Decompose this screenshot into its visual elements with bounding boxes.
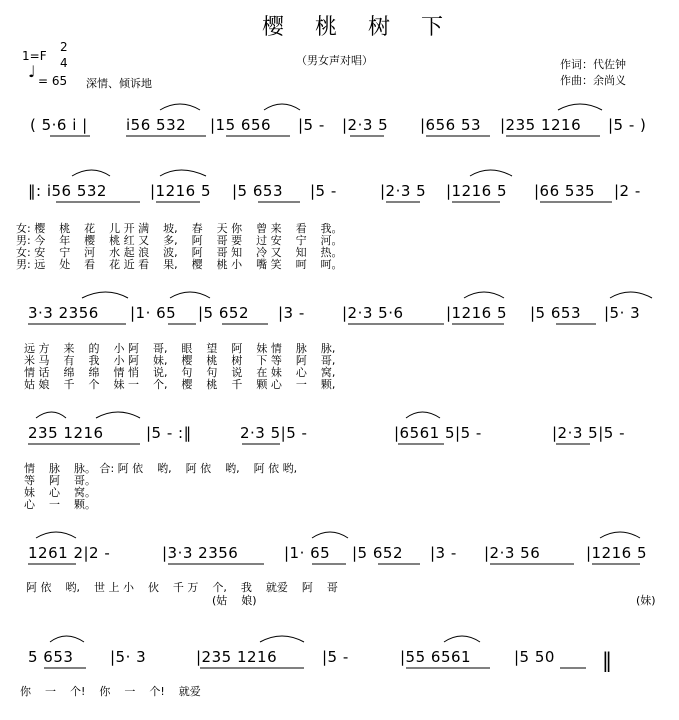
composer-credit: 作曲：余尚义 bbox=[560, 74, 626, 87]
measure: |2·3 5 bbox=[342, 116, 389, 134]
measure: |6561 5|5 - bbox=[394, 424, 482, 442]
lyric-line: 妹 心 窝。 bbox=[24, 486, 96, 499]
lyric-line: 情 话 绵 绵 情 悄 说, 句 句 说 在 妹 心 窝, bbox=[24, 366, 336, 379]
slur-mark bbox=[444, 636, 480, 642]
slur-mark bbox=[558, 104, 602, 110]
measure: |2 - bbox=[614, 182, 641, 200]
slur-mark bbox=[170, 292, 210, 298]
measure: ‖: i56 532 bbox=[28, 182, 107, 200]
measure: |235 1216 bbox=[500, 116, 582, 134]
measure: |1216 5 bbox=[446, 304, 508, 322]
slur-mark bbox=[96, 412, 140, 418]
lyric-line: 姑 娘 千 个 妹 一 个, 樱 桃 千 颗 心 一 颗, bbox=[24, 378, 336, 391]
measure: |5· 3 bbox=[604, 304, 641, 322]
measure: |1216 5 bbox=[150, 182, 212, 200]
measure: |5 - :‖ bbox=[146, 424, 192, 442]
measure: i56 532 bbox=[126, 116, 187, 134]
measure: |1· 65 bbox=[130, 304, 177, 322]
measure: |2·3 5 bbox=[380, 182, 427, 200]
measure: 3·3 2356 bbox=[28, 304, 99, 322]
lyric-line: 等 阿 哥。 bbox=[24, 474, 96, 487]
measure: |5 652 bbox=[198, 304, 249, 322]
lyric-line: 男: 今 年 樱 桃 红 又 多, 阿 哥 要 过 安 宁 河。 bbox=[16, 234, 343, 247]
measure: |5 653 bbox=[232, 182, 283, 200]
measure: |656 53 bbox=[420, 116, 482, 134]
tempo-mark: = 65 bbox=[38, 74, 68, 88]
slur-mark bbox=[160, 170, 206, 176]
measure: |66 535 bbox=[534, 182, 596, 200]
lyric-line: 米 马 有 我 小 阿 妹, 樱 桃 树 下 等 阿 哥, bbox=[24, 354, 336, 367]
measure: |2·3 5|5 - bbox=[552, 424, 625, 442]
key-signature: 1=F bbox=[22, 49, 47, 63]
measure: |55 6561 bbox=[400, 648, 472, 666]
measure: |15 656 bbox=[210, 116, 272, 134]
song-title: 樱 桃 树 下 bbox=[262, 15, 455, 40]
slur-mark bbox=[312, 532, 348, 538]
measure: |5 - ) bbox=[608, 116, 647, 134]
slur-mark bbox=[264, 104, 300, 110]
measure: |5· 3 bbox=[110, 648, 147, 666]
measure: 5 653 bbox=[28, 648, 74, 666]
slur-mark bbox=[50, 636, 84, 642]
measure: |5 - bbox=[322, 648, 349, 666]
measure: |5 652 bbox=[352, 544, 403, 562]
measure: 235 1216 bbox=[28, 424, 104, 442]
lyric-line: 阿 依 哟, 世 上 小 伙 千 万 个, 我 就爱 阿 哥 bbox=[26, 581, 338, 594]
measure: |5 - bbox=[310, 182, 337, 200]
measure: |3 - bbox=[430, 544, 457, 562]
slur-mark bbox=[600, 532, 640, 538]
measure: |3 - bbox=[278, 304, 305, 322]
slur-mark bbox=[610, 292, 652, 298]
quarter-note-icon: ♩ bbox=[28, 62, 36, 81]
measure: |1216 5 bbox=[586, 544, 648, 562]
lyric-line: 你 一 个! 你 一 个! 就爱 bbox=[20, 685, 201, 698]
measure: |5 - bbox=[298, 116, 325, 134]
final-barline: ‖ bbox=[602, 648, 613, 672]
time-signature-top: 2 bbox=[60, 40, 68, 54]
measure: |1· 65 bbox=[284, 544, 331, 562]
measure: 2·3 5|5 - bbox=[240, 424, 308, 442]
expression-mark: 深情、倾诉地 bbox=[86, 77, 152, 90]
slur-mark bbox=[260, 636, 304, 642]
slur-mark bbox=[72, 170, 110, 176]
lyric-line: 情 脉 脉。 合: 阿 依 哟, 阿 依 哟, 阿 依 哟, bbox=[24, 462, 298, 475]
measure: |5 50 bbox=[514, 648, 555, 666]
slur-mark bbox=[470, 170, 512, 176]
slur-mark bbox=[82, 292, 128, 298]
measure: |2·3 56 bbox=[484, 544, 541, 562]
slur-mark bbox=[406, 412, 440, 418]
measure: 1261 2|2 - bbox=[28, 544, 111, 562]
measure: |235 1216 bbox=[196, 648, 278, 666]
lyric-line: 女: 安 宁 河 水 起 浪 波, 阿 哥 知 冷 又 知 热。 bbox=[16, 246, 343, 259]
slur-mark bbox=[160, 104, 200, 110]
measure: |1216 5 bbox=[446, 182, 508, 200]
lyric-line: 心 一 颗。 bbox=[24, 498, 96, 511]
song-subtitle: （男女声对唱） bbox=[296, 54, 373, 67]
slur-mark bbox=[464, 292, 504, 298]
lyric-sub-line: (妹) bbox=[636, 594, 656, 607]
slur-mark bbox=[36, 412, 66, 418]
lyric-line: 远 方 来 的 小 阿 哥, 眼 望 阿 妹 情 脉 脉, bbox=[24, 342, 336, 355]
measure: ( 5·6 i | bbox=[30, 116, 88, 134]
lyric-sub-line: (姑 娘) bbox=[212, 594, 257, 607]
lyric-line: 男: 远 处 看 花 近 看 果, 樱 桃 小 嘴 笑 呵 呵。 bbox=[16, 258, 343, 271]
slur-mark bbox=[36, 532, 76, 538]
measure: |2·3 5·6 bbox=[342, 304, 404, 322]
measure: |5 653 bbox=[530, 304, 581, 322]
lyricist-credit: 作词：代佐钟 bbox=[560, 58, 626, 71]
lyric-line: 女: 樱 桃 花 儿 开 满 坡, 春 天 你 曾 来 看 我。 bbox=[16, 222, 343, 235]
time-signature-bottom: 4 bbox=[60, 56, 68, 70]
measure: |3·3 2356 bbox=[162, 544, 239, 562]
